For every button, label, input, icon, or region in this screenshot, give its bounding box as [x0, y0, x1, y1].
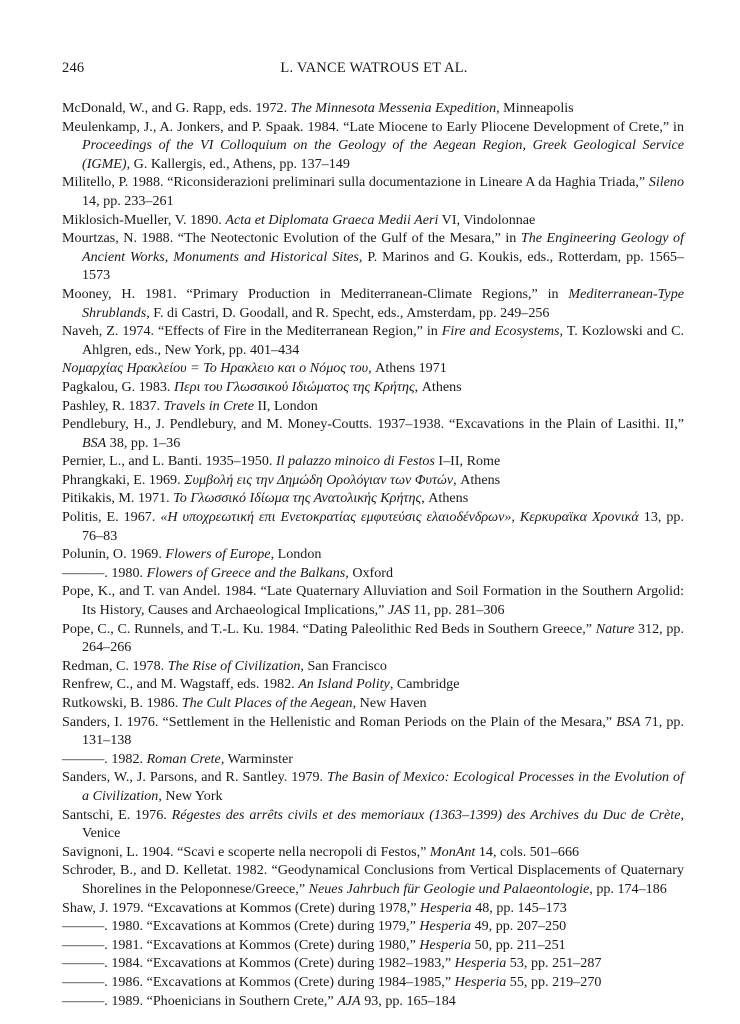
reference-title: JAS [387, 602, 410, 619]
reference-entry [62, 415, 684, 452]
reference-title: Περι του Γλωσσικού Ιδιώματος της Κρήτης [173, 378, 415, 395]
reference-title: Fire and Ecosystems [441, 323, 560, 340]
reference-text: , Athens [414, 378, 462, 395]
page-header [62, 60, 686, 80]
reference-text: Sanders, I. 1976. “Settlement in the Hellenistic and Roman Periods on the Plain of the Mesara,” [62, 713, 617, 730]
reference-entry [62, 657, 684, 676]
reference-entry [62, 489, 684, 508]
reference-title: Mediterranean-Type Shrublands [82, 285, 684, 321]
reference-entry [62, 675, 684, 694]
reference-entry [62, 173, 684, 210]
reference-text: , San Francisco [300, 657, 387, 674]
reference-title: Il palazzo minoico di Festos [275, 453, 435, 470]
reference-text: 49, pp. 207–250 [471, 918, 567, 935]
reference-text: Naveh, Z. 1974. “Effects of Fire in the Mediterranean Region,” in [62, 323, 442, 340]
reference-text: 14, cols. 501–666 [475, 843, 580, 860]
reference-title: Το Γλωσσικό Ιδίωμα της Ανατολικής Κρήτης [173, 490, 422, 507]
reference-text: , Cambridge [389, 676, 460, 693]
reference-entry [62, 99, 684, 118]
reference-text: , F. di Castri, D. Goodall, and R. Specht, eds., Amsterdam, pp. 249–256 [146, 304, 550, 321]
reference-text: Shaw, J. 1979. “Excavations at Kommos (Crete) during 1978,” [62, 899, 421, 916]
reference-text: , Venice [82, 806, 684, 842]
reference-text: 38, pp. 1–36 [106, 434, 181, 451]
running-head: L. VANCE WATROUS ET AL. [280, 60, 468, 76]
reference-text: ———. 1986. “Excavations at Kommos (Crete) during 1984–1985,” [62, 973, 455, 990]
reference-title: Proceedings of the VI Colloquium on the Geology of the Aegean Region, Greek Geological Service (IGME) [82, 137, 684, 172]
reference-entry [62, 322, 684, 359]
reference-text: Meulenkamp, J., A. Jonkers, and P. Spaak. 1984. “Late Miocene to Early Pliocene Development of Crete,” in [62, 118, 684, 135]
reference-entry [62, 452, 684, 471]
reference-title: Sileno [648, 174, 684, 191]
reference-text: , New York [158, 787, 223, 804]
reference-title: Régestes des arrêts civils et des memoriaux (1363–1399) des Archives du Duc de Crète [171, 806, 681, 823]
reference-entry [62, 750, 684, 769]
reference-entry [62, 806, 684, 843]
reference-title: BSA [82, 434, 107, 451]
reference-text: Pope, K., and T. van Andel. 1984. “Late Quaternary Alluviation and Soil Formation in the Southern Argolid: Its History, Causes and Archaeological Implications,” [62, 583, 684, 619]
reference-text: ———. 1981. “Excavations at Kommos (Crete) during 1980,” [62, 936, 420, 953]
reference-text: ———. 1980. “Excavations at Kommos (Crete) during 1979,” [62, 918, 420, 935]
reference-text: Pitikakis, M. 1971. [62, 490, 174, 507]
reference-text: Renfrew, C., and M. Wagstaff, eds. 1982. [62, 676, 299, 693]
reference-title: Hesperia [419, 918, 472, 935]
reference-text: , Warminster [220, 750, 294, 767]
reference-title: Hesperia [419, 936, 472, 953]
reference-text: , Athens [453, 471, 501, 488]
reference-text: Pashley, R. 1837. [62, 397, 164, 414]
reference-title: Flowers of Europe [165, 546, 271, 563]
reference-text: , Minneapolis [496, 100, 574, 116]
reference-text: VI, Vindolonnae [438, 211, 536, 228]
reference-entry [62, 992, 684, 1011]
reference-text: 312, pp. 264–266 [82, 620, 684, 656]
reference-entry [62, 471, 684, 490]
reference-text: Polunin, O. 1969. [62, 546, 166, 563]
reference-text: 93, pp. 165–184 [360, 992, 456, 1009]
reference-title: Acta et Diplomata Graeca Medii Aeri [225, 211, 439, 228]
reference-text: , New Haven [352, 695, 427, 711]
reference-entry [62, 508, 684, 545]
reference-text: , London [270, 546, 322, 563]
reference-text: McDonald, W., and G. Rapp, eds. 1972. [62, 100, 291, 116]
reference-entry [62, 359, 684, 378]
reference-text: 71, pp. 131–138 [82, 713, 684, 749]
page-number: 246 [62, 60, 85, 76]
reference-entry [62, 582, 684, 619]
reference-entry [62, 954, 684, 973]
reference-entry [62, 899, 684, 918]
reference-text: Sanders, W., J. Parsons, and R. Santley. 1979. [62, 769, 327, 786]
reference-title: Roman Crete [146, 750, 221, 767]
reference-title: Hesperia [454, 973, 507, 990]
reference-text: Schroder, B., and D. Kelletat. 1982. “Geodynamical Conclusions from Vertical Displacements of Quaternary Shorelines in the Peloponnese/Greece,” [62, 862, 684, 897]
reference-title: The Rise of Civilization [167, 657, 301, 674]
reference-text: , Oxford [345, 564, 394, 581]
reference-entry [62, 285, 684, 322]
reference-text: Mooney, H. 1981. “Primary Production in Mediterranean-Climate Regions,” in [62, 285, 569, 302]
reference-entry [62, 768, 684, 805]
reference-text: 50, pp. 211–251 [471, 936, 566, 953]
reference-text: II, London [253, 397, 318, 414]
reference-entry [62, 211, 684, 230]
reference-title: AJA [337, 992, 361, 1009]
reference-text: ———. 1984. “Excavations at Kommos (Crete) during 1982–1983,” [62, 955, 455, 972]
reference-text: Pendlebury, H., J. Pendlebury, and M. Money-Coutts. 1937–1938. “Excavations in the Plain of Lasithi. II,” [62, 416, 684, 433]
reference-text: , pp. 174–186 [589, 880, 667, 897]
reference-entry [62, 713, 684, 750]
reference-text: Pagkalou, G. 1983. [62, 378, 174, 395]
reference-entry [62, 917, 684, 936]
reference-title: The Basin of Mexico: Ecological Processes in the Evolution of a Civilization [82, 769, 684, 804]
reference-text: Pope, C., C. Runnels, and T.-L. Ku. 1984. “Dating Paleolithic Red Beds in Southern Greece,” [62, 620, 596, 637]
reference-title: The Minnesota Messenia Expedition [290, 100, 497, 116]
reference-title: The Cult Places of the Aegean [181, 695, 353, 711]
reference-entry [62, 397, 684, 416]
reference-title: Neues Jahrbuch für Geologie und Palaeontologie [308, 880, 590, 897]
reference-entry [62, 620, 684, 657]
reference-text: Rutkowski, B. 1986. [62, 695, 182, 711]
reference-text: 48, pp. 145–173 [471, 899, 567, 916]
reference-text: I–II, Rome [434, 453, 501, 470]
reference-text: 14, pp. 233–261 [82, 192, 174, 209]
reference-text: Santschi, E. 1976. [62, 806, 172, 823]
reference-title: «Η υποχρεωτική επι Ενετοκρατίας εμφυτεύσις ελαιοδένδρων», Κερκυραϊκα Χρονικά [160, 509, 639, 526]
reference-entry [62, 118, 684, 174]
reference-text: Politis, E. 1967. [62, 509, 161, 526]
reference-title: BSA [616, 713, 641, 730]
reference-list [62, 99, 684, 1010]
reference-text: 55, pp. 219–270 [506, 973, 602, 990]
reference-title: Travels in Crete [163, 397, 254, 414]
reference-text: ———. 1989. “Phoenicians in Southern Crete,” [62, 992, 338, 1009]
reference-title: Flowers of Greece and the Balkans [146, 564, 346, 581]
reference-text: Miklosich-Mueller, V. 1890. [62, 211, 226, 228]
reference-text: , Athens [421, 490, 469, 507]
reference-title: Νομαρχίας Ηρακλείου = Το Ηρακλειο και ο Νόμος του [62, 360, 369, 377]
reference-entry [62, 936, 684, 955]
reference-entry [62, 861, 684, 898]
reference-entry [62, 378, 684, 397]
reference-entry [62, 843, 684, 862]
reference-title: Nature [595, 620, 635, 637]
reference-entry [62, 229, 684, 285]
reference-text: Militello, P. 1988. “Riconsiderazioni preliminari sulla documentazione in Lineare A da Haghia Triada,” [62, 174, 649, 191]
reference-title: Hesperia [420, 899, 472, 916]
reference-title: An Island Polity [298, 676, 390, 693]
reference-text: 11, pp. 281–306 [409, 602, 505, 619]
reference-entry [62, 694, 684, 713]
reference-text: ———. 1980. [62, 564, 147, 581]
reference-entry [62, 973, 684, 992]
reference-text: Pernier, L., and L. Banti. 1935–1950. [62, 453, 276, 470]
reference-text: Redman, C. 1978. [62, 657, 168, 674]
reference-title: Συμβολή εις την Δημώδη Ορολόγιαν των Φυτών [184, 471, 454, 488]
reference-text: 13, pp. 76–83 [82, 509, 684, 544]
reference-text: Phrangkaki, E. 1969. [62, 471, 185, 488]
reference-text: ———. 1982. [62, 750, 147, 767]
reference-text: 53, pp. 251–287 [506, 955, 602, 972]
reference-text: Savignoni, L. 1904. “Scavi e scoperte nella necropoli di Festos,” [62, 843, 430, 860]
reference-text: , Athens 1971 [368, 360, 447, 377]
reference-text: , T. Kozlowski and C. Ahlgren, eds., New York, pp. 401–434 [82, 323, 685, 358]
reference-text: Mourtzas, N. 1988. “The Neotectonic Evolution of the Gulf of the Mesara,” in [62, 230, 521, 247]
reference-title: Hesperia [454, 955, 507, 972]
reference-title: The Engineering Geology of Ancient Works, Monuments and Historical Sites [82, 230, 684, 265]
reference-text: , P. Marinos and G. Koukis, eds., Rotterdam, pp. 1565–1573 [82, 248, 684, 284]
reference-entry [62, 545, 684, 564]
reference-text: , G. Kallergis, ed., Athens, pp. 137–149 [126, 155, 350, 172]
reference-entry [62, 564, 684, 583]
reference-title: MonAnt [429, 843, 476, 860]
